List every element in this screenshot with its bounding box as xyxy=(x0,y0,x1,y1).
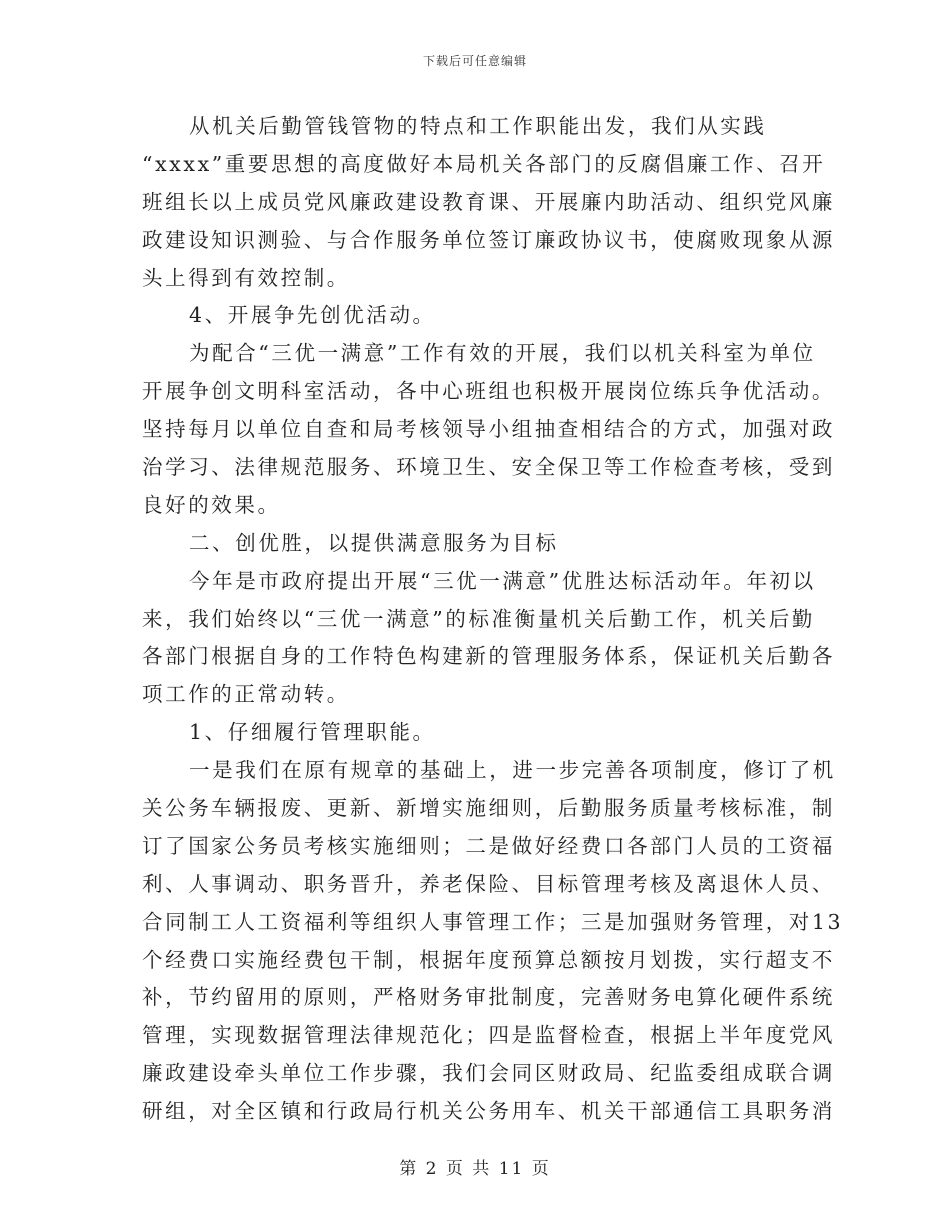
paragraph-line: 来，我们始终以“三优一满意”的标准衡量机关后勤工作，机关后勤 xyxy=(142,606,815,631)
section-heading: 二、创优胜，以提供满意服务为目标 xyxy=(189,530,559,555)
paragraph-line: 政建设知识测验、与合作服务单位签订廉政协议书，使腐败现象从源 xyxy=(142,227,835,252)
paragraph-line: 个经费口实施经费包干制，根据年度预算总额按月划拨，实行超支不 xyxy=(142,947,835,972)
page-header-note: 下载后可任意编辑 xyxy=(422,54,527,68)
section-heading: 1、仔细履行管理职能。 xyxy=(189,720,436,745)
paragraph-line: 从机关后勤管钱管物的特点和工作职能出发，我们从实践 xyxy=(189,114,767,138)
paragraph-line: 利、人事调动、职务晋升，养老保险、目标管理考核及离退休人员、 xyxy=(142,871,835,896)
paragraph-line: 今年是市政府提出开展“三优一满意”优胜达标活动年。年初以 xyxy=(189,568,816,593)
paragraph-line: 一是我们在原有规章的基础上，进一步完善各项制度，修订了机 xyxy=(189,758,836,783)
paragraph-line: 各部门根据自身的工作特色构建新的管理服务体系，保证机关后勤各 xyxy=(142,644,835,669)
paragraph-line: 良好的效果。 xyxy=(142,492,281,517)
paragraph-line: 合同制工人工资福利等组织人事管理工作；三是加强财务管理，对13 xyxy=(142,909,844,934)
paragraph-line: 关公务车辆报废、更新、新增实施细则，后勤服务质量考核标准，制 xyxy=(142,796,835,821)
page-number: 第 2 页 共 11 页 xyxy=(399,1159,551,1179)
paragraph-line: 班组长以上成员党风廉政建设教育课、开展廉内助活动、组织党风廉 xyxy=(142,189,835,214)
paragraph-line: 管理，实现数据管理法律规范化；四是监督检查，根据上半年度党风 xyxy=(142,1023,835,1048)
paragraph-line: 研组，对全区镇和行政局行机关公务用车、机关干部通信工具职务消 xyxy=(142,1099,835,1124)
paragraph-line: 订了国家公务员考核实施细则；二是做好经费口各部门人员的工资福 xyxy=(142,833,835,858)
paragraph-line: 为配合“三优一满意”工作有效的开展，我们以机关科室为单位 xyxy=(189,341,816,366)
paragraph-line: 头上得到有效控制。 xyxy=(142,265,350,290)
paragraph-line: “xxxx”重要思想的高度做好本局机关各部门的反腐倡廉工作、召开 xyxy=(142,151,826,176)
paragraph-line: 治学习、法律规范服务、环境卫生、安全保卫等工作检查考核，受到 xyxy=(142,455,835,480)
section-heading: 4、开展争先创优活动。 xyxy=(189,303,436,328)
paragraph-line: 坚持每月以单位自查和局考核领导小组抽查相结合的方式，加强对政 xyxy=(142,417,835,442)
paragraph-line: 开展争创文明科室活动，各中心班组也积极开展岗位练兵争优活动。 xyxy=(142,379,835,404)
paragraph-line: 项工作的正常动转。 xyxy=(142,682,350,707)
paragraph-line: 廉政建设牵头单位工作步骤，我们会同区财政局、纪监委组成联合调 xyxy=(142,1061,835,1086)
document-body xyxy=(142,108,844,1131)
paragraph-line: 补，节约留用的原则，严格财务审批制度，完善财务电算化硬件系统 xyxy=(142,985,835,1010)
